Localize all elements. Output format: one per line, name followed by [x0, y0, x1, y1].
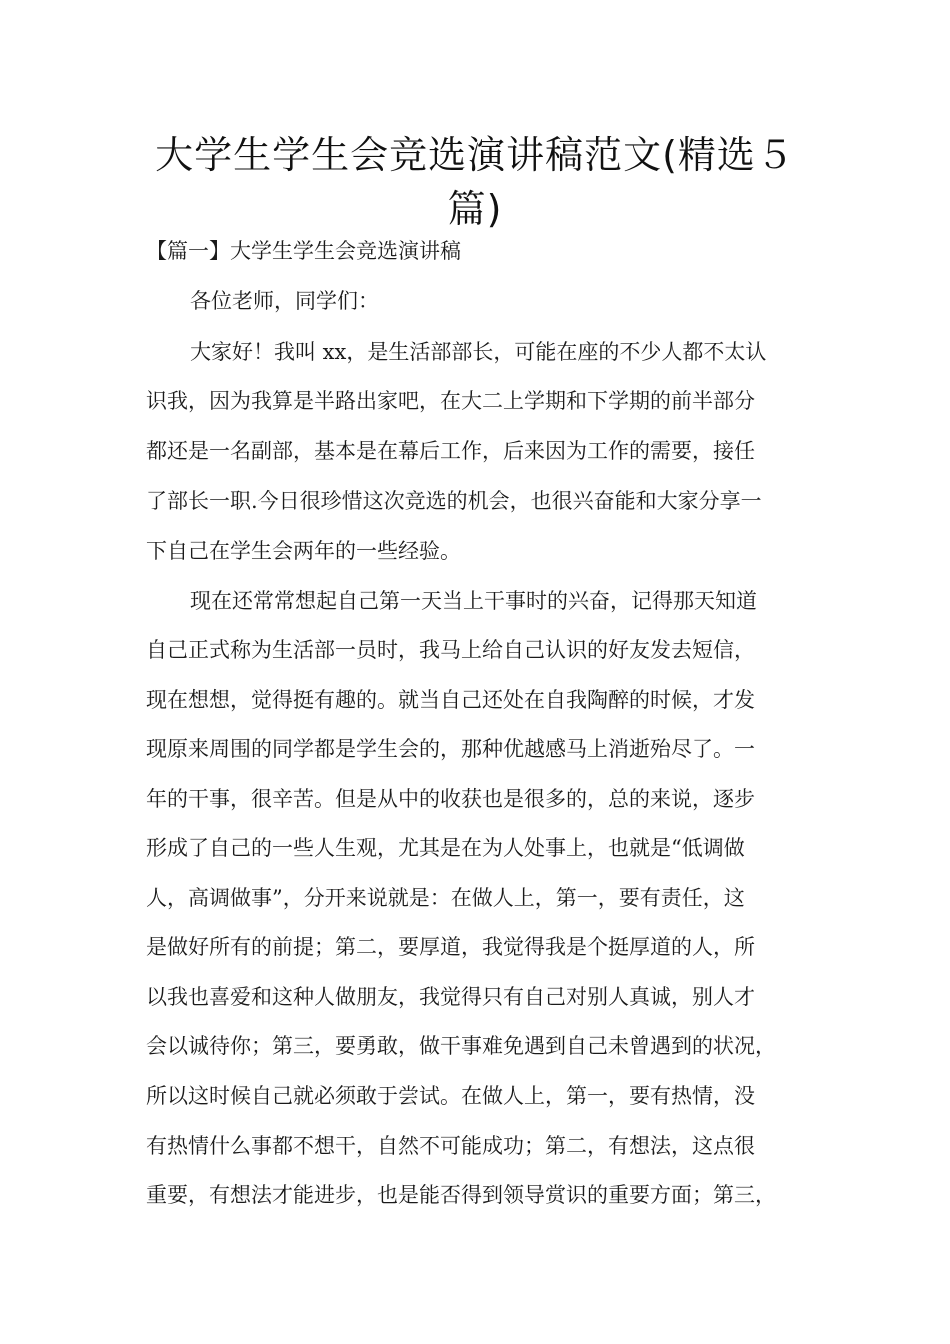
- title-line-1: 大学生学生会竞选演讲稿范文(精选５: [155, 133, 795, 177]
- paragraph-line: 形成了自己的一些人生观，尤其是在为人处事上，也就是“低调做: [146, 836, 745, 860]
- paragraph-line: 有热情什么事都不想干，自然不可能成功；第二，有想法，这点很: [146, 1134, 755, 1158]
- paragraph-line: 了部长一职.今日很珍惜这次竞选的机会，也很兴奋能和大家分享一: [146, 489, 762, 513]
- paragraph-line: 大家好！我叫 xx，是生活部部长，可能在座的不少人都不太认: [190, 340, 767, 364]
- paragraph-line: 以我也喜爱和这种人做朋友，我觉得只有自己对别人真诚，别人才: [146, 985, 755, 1009]
- paragraph-line: 现原来周围的同学都是学生会的，那种优越感马上消逝殆尽了。一: [146, 737, 755, 761]
- section-heading: 【篇一】大学生学生会竞选演讲稿: [146, 239, 461, 263]
- paragraph-line: 会以诚待你；第三，要勇敢，做干事难免遇到自己未曾遇到的状况，: [146, 1034, 776, 1058]
- title-line-2: 篇): [447, 187, 503, 231]
- paragraph-line: 是做好所有的前提；第二，要厚道，我觉得我是个挺厚道的人，所: [146, 935, 755, 959]
- paragraph-line: 现在还常常想起自己第一天当上干事时的兴奋，记得那天知道: [190, 589, 757, 613]
- paragraph-line: 年的干事，很辛苦。但是从中的收获也是很多的，总的来说，逐步: [146, 787, 755, 811]
- paragraph-line: 都还是一名副部，基本是在幕后工作，后来因为工作的需要，接任: [146, 439, 755, 463]
- paragraph-line: 下自己在学生会两年的一些经验。: [146, 539, 461, 563]
- paragraph-line: 人，高调做事”，分开来说就是：在做人上，第一，要有责任，这: [146, 886, 745, 910]
- paragraph-line: 所以这时候自己就必须敢于尝试。在做人上，第一，要有热情，没: [146, 1084, 755, 1108]
- paragraph-line: 重要，有想法才能进步，也是能否得到领导赏识的重要方面；第三，: [146, 1183, 776, 1207]
- document-title: [120, 128, 830, 236]
- paragraph-line: 现在想想，觉得挺有趣的。就当自己还处在自我陶醉的时候，才发: [146, 688, 755, 712]
- salutation-line: 各位老师，同学们：: [190, 289, 379, 313]
- paragraph-line: 识我，因为我算是半路出家吧，在大二上学期和下学期的前半部分: [146, 389, 755, 413]
- paragraph-line: 自己正式称为生活部一员时，我马上给自己认识的好友发去短信，: [146, 638, 755, 662]
